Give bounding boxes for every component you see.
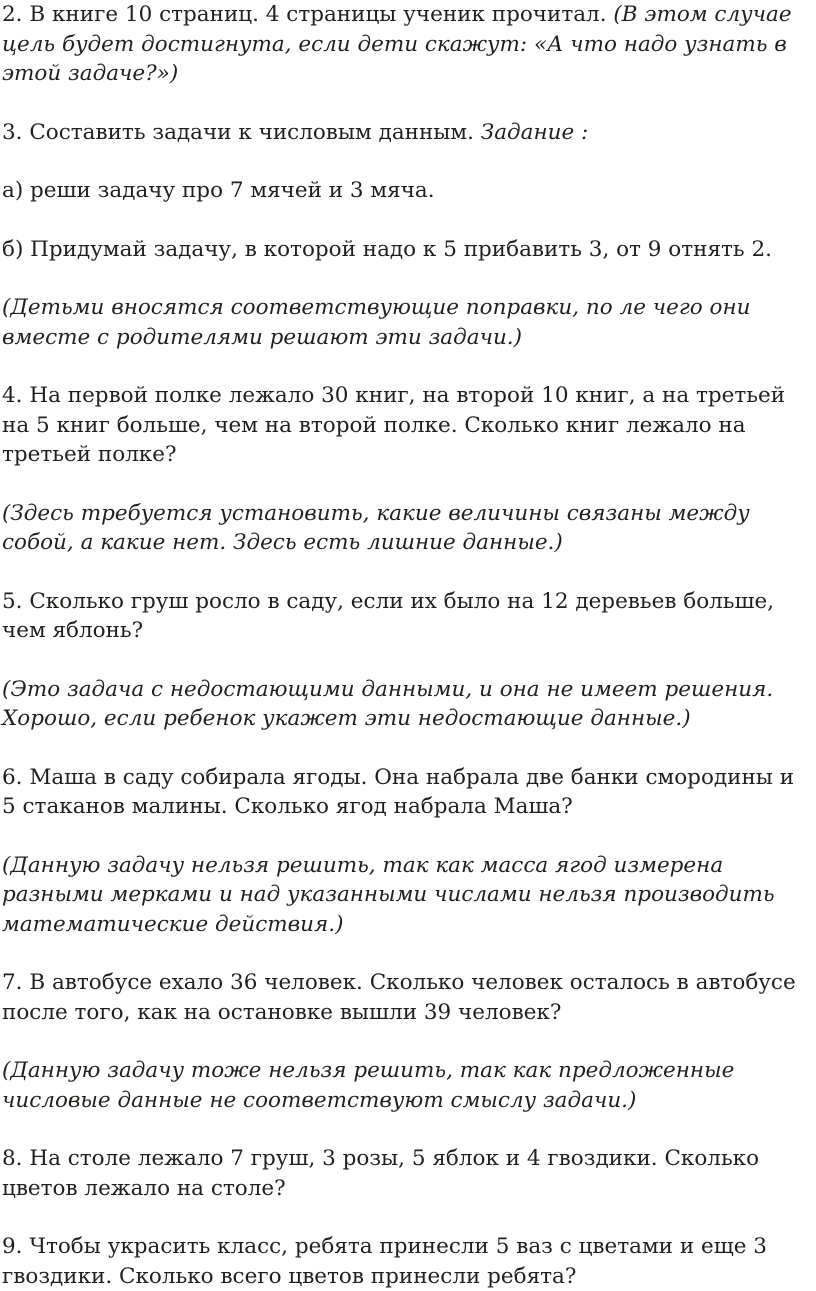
- task-4-text: 4. На первой полке лежало 30 книг, на второй 10 книг, а на третьей на 5 книг больше, чем на второй полке. Сколько книг лежало на третьей полке?: [2, 383, 786, 467]
- note-extra-data-text: (Здесь требуется установить, какие величины связаны между собой, а какие нет. Здесь есть лишние данные.): [2, 500, 750, 555]
- paragraph-note-meaning-mismatch: [2, 1056, 814, 1115]
- paragraph-note-corrections: [2, 293, 814, 352]
- task-2-note: (В этом случае цель будет достигнута, если дети скажут: «А что надо узнать в этой задаче?»): [2, 2, 792, 86]
- note-corrections-text: (Детьми вносятся соответствующие поправки, по ле чего они вместе с родителями решают эти задачи.): [2, 295, 751, 350]
- paragraph-note-extra-data: [2, 499, 814, 558]
- task-9-text: 9. Чтобы украсить класс, ребята принесли 5 ваз с цветами и еще 3 гвоздики. Сколько всего цветов принесли ребята?: [2, 1234, 767, 1289]
- note-different-measures-text: (Данную задачу нельзя решить, так как масса ягод измерена разными мерками и над указанными числами нельзя производить математические действия.): [2, 852, 775, 937]
- paragraph-task-8: [2, 1144, 814, 1203]
- paragraph-task-6: [2, 763, 814, 822]
- paragraph-task-7: [2, 968, 814, 1027]
- paragraph-note-missing-data: [2, 675, 814, 734]
- paragraph-task-3b: [2, 235, 814, 265]
- paragraph-task-3: [2, 118, 814, 148]
- task-2-text: 2. В книге 10 страниц. 4 страницы ученик прочитал.: [2, 2, 614, 27]
- paragraph-note-different-measures: [2, 851, 814, 940]
- task-5-text: 5. Сколько груш росло в саду, если их было на 12 деревьев больше, чем яблонь?: [2, 588, 775, 643]
- task-3-assignment-label: Задание :: [480, 119, 589, 145]
- task-6-text: 6. Маша в саду собирала ягоды. Она набрала две банки смородины и 5 стаканов малины. Сколько ягод набрала Маша?: [2, 764, 795, 819]
- task-3-text: 3. Составить задачи к числовым данным.: [2, 119, 481, 145]
- task-7-text: 7. В автобусе ехало 36 человек. Сколько человек осталось в автобусе после того, как на остановке вышли 39 человек?: [2, 970, 796, 1025]
- paragraph-task-4: [2, 381, 814, 470]
- paragraph-task-5: [2, 587, 814, 646]
- task-8-text: 8. На столе лежало 7 груш, 3 розы, 5 яблок и 4 гвоздики. Сколько цветов лежало на столе?: [2, 1146, 760, 1201]
- note-missing-data-text: (Это задача с недостающими данными, и она не имеет решения. Хорошо, если ребенок укажет эти недостающие данные.): [2, 676, 774, 731]
- paragraph-task-2: [2, 0, 814, 89]
- task-3b-text: б) Придумай задачу, в которой надо к 5 прибавить 3, от 9 отнять 2.: [2, 236, 772, 262]
- paragraph-task-3a: [2, 176, 814, 206]
- document-page: [2, 0, 814, 1291]
- note-meaning-mismatch-text: (Данную задачу тоже нельзя решить, так как предложенные числовые данные не соответствуют смыслу задачи.): [2, 1058, 735, 1113]
- task-3a-text: а) реши задачу про 7 мячей и 3 мяча.: [2, 178, 435, 203]
- paragraph-task-9: [2, 1232, 814, 1291]
